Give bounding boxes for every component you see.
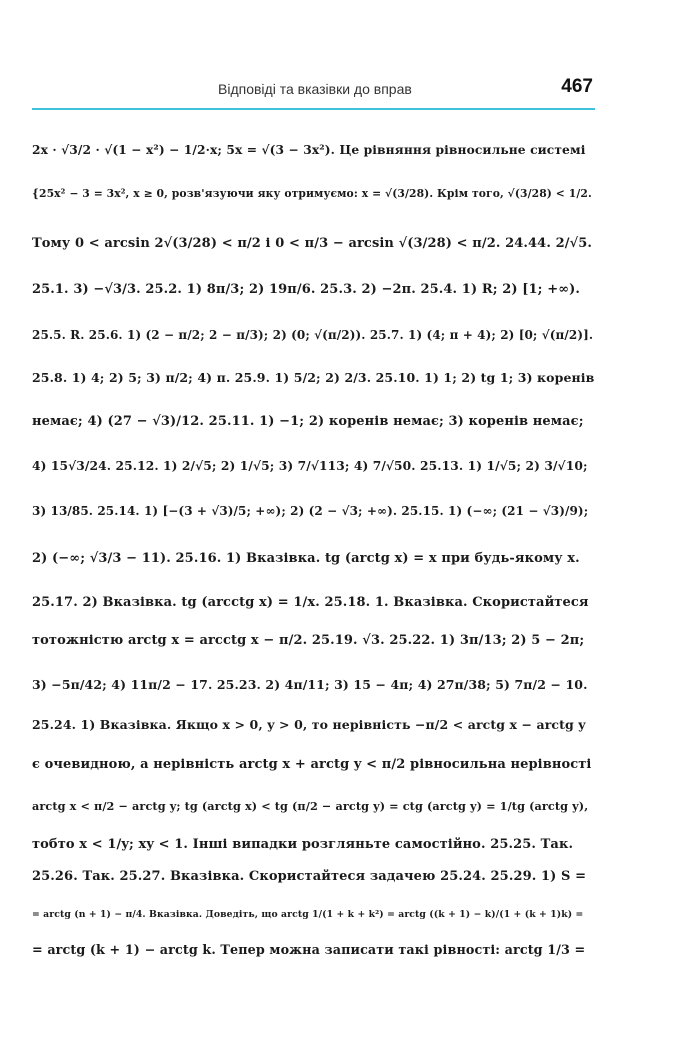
running-title: Відповіді та вказівки до вправ bbox=[218, 81, 412, 97]
text-line: 4) 15√3/24. 25.12. 1) 2/√5; 2) 1/√5; 3) 7/√113; 4) 7/√50. 25.13. 1) 1/√5; 2) 3/√10; bbox=[32, 458, 588, 473]
text-line: 25.1. 3) −√3/3. 25.2. 1) 8π/3; 2) 19π/6. 25.3. 2) −2π. 25.4. 1) R; 2) [1; +∞). bbox=[32, 282, 580, 297]
text-line: = arctg (n + 1) − π/4. Вказівка. Доведіть, що arctg 1/(1 + k + k²) = arctg ((k + 1) − k)/(1 + (k + 1)k) = bbox=[32, 909, 584, 920]
text-line: 25.17. 2) Вказівка. tg (arcctg x) = 1/x. 25.18. 1. Вказівка. Скористайтеся bbox=[32, 595, 589, 610]
text-line: 3) 13/85. 25.14. 1) [−(3 + √3)/5; +∞); 2) (2 − √3; +∞). 25.15. 1) (−∞; (21 − √3)/9); bbox=[32, 504, 589, 518]
text-line: 25.5. R. 25.6. 1) (2 − π/2; 2 − π/3); 2) (0; √(π/2)). 25.7. 1) (4; π + 4); 2) [0; √(π/2)]. bbox=[32, 328, 594, 342]
text-line: Тому 0 < arcsin 2√(3/28) < π/2 і 0 < π/3 − arcsin √(3/28) < π/2. 24.44. 2/√5. bbox=[32, 236, 592, 251]
text-line: немає; 4) (27 − √3)/12. 25.11. 1) −1; 2) коренів немає; 3) коренів немає; bbox=[32, 414, 584, 429]
text-line: {25x² − 3 = 3x², x ≥ 0, розв'язуючи яку отримуємо: x = √(3/28). Крім того, √(3/28) < 1/2. bbox=[32, 187, 592, 200]
text-line: 2x · √3/2 · √(1 − x²) − 1/2·x; 5x = √(3 − 3x²). Це рівняння рівносильне системі bbox=[32, 142, 586, 157]
text-line: 25.24. 1) Вказівка. Якщо x > 0, y > 0, то нерівність −π/2 < arctg x − arctg y bbox=[32, 717, 586, 732]
page-number: 467 bbox=[561, 76, 593, 97]
page-header bbox=[32, 76, 595, 110]
text-line: 25.26. Так. 25.27. Вказівка. Скористайтеся задачею 25.24. 25.29. 1) S = bbox=[32, 869, 587, 884]
text-line: є очевидною, а нерівність arctg x + arctg y < π/2 рівносильна нерівності bbox=[32, 757, 592, 772]
text-line: 25.8. 1) 4; 2) 5; 3) π/2; 4) π. 25.9. 1) 5/2; 2) 2/3. 25.10. 1) 1; 2) tg 1; 3) коренів bbox=[32, 370, 595, 385]
text-line: тобто x < 1/y; xy < 1. Інші випадки розгляньте самостійно. 25.25. Так. bbox=[32, 837, 574, 852]
text-line: = arctg (k + 1) − arctg k. Тепер можна записати такі рівності: arctg 1/3 = bbox=[32, 943, 586, 958]
text-line: arctg x < π/2 − arctg y; tg (arctg x) < tg (π/2 − arctg y) = ctg (arctg y) = 1/tg (arctg y), bbox=[32, 799, 589, 813]
text-line: 2) (−∞; √3/3 − 11). 25.16. 1) Вказівка. tg (arctg x) = x при будь-якому x. bbox=[32, 551, 580, 566]
text-line: тотожністю arctg x = arcctg x − π/2. 25.19. √3. 25.22. 1) 3π/13; 2) 5 − 2π; bbox=[32, 633, 585, 648]
text-line: 3) −5π/42; 4) 11π/2 − 17. 25.23. 2) 4π/11; 3) 15 − 4π; 4) 27π/38; 5) 7π/2 − 10. bbox=[32, 677, 588, 692]
